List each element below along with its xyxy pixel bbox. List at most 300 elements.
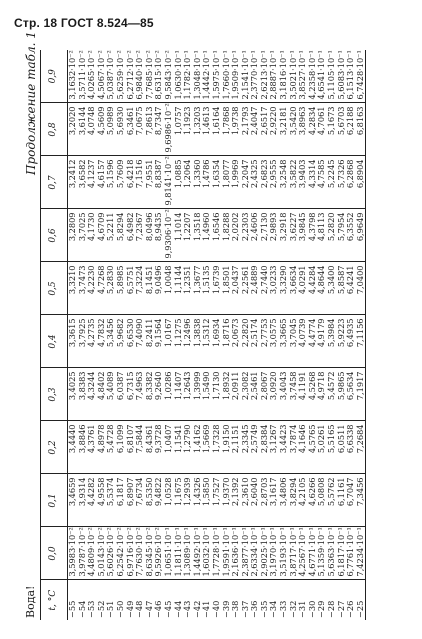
value-cell: 8,8387 (154, 156, 164, 209)
value-cell: 2,4047 (250, 103, 260, 156)
value-cell: 4,2105 (298, 474, 308, 527)
value-cell: 1,0528 (164, 474, 174, 527)
value-cell: 1,2939 (183, 474, 193, 527)
value-cell: 1,3518 (193, 209, 203, 262)
value-cell: 2,6823 (260, 156, 270, 209)
value-cell: 3,7874 (289, 421, 299, 474)
value-cell: 1,9370 (222, 474, 232, 527)
temperature-cell: −55 (67, 600, 77, 618)
value-cell: 2,6213·10⁻¹ (260, 50, 270, 103)
value-cell: 5,6930 (116, 103, 126, 156)
value-cell: 1,8077 (222, 156, 232, 209)
value-cell: 5,0261 (317, 421, 327, 474)
value-cell: 7,4963 (135, 368, 145, 421)
value-cell: 6,4241 (346, 262, 356, 315)
value-cell: 3,1267 (269, 421, 279, 474)
value-cell: 6,7047 (346, 474, 356, 527)
value-cell: 3,5983·10⁻² (68, 527, 78, 580)
value-cell: 8,1451 (145, 262, 155, 315)
value-cell: 9,5926·10⁻² (154, 527, 164, 580)
value-cell: 6,5751 (126, 262, 136, 315)
value-cell: 3,9845 (298, 209, 308, 262)
temperature-cell: −41 (201, 600, 212, 618)
value-cell: 3,4025 (68, 368, 78, 421)
value-cell: 2,1151 (231, 421, 241, 474)
value-cell: 4,8978 (97, 421, 107, 474)
value-cell: 2,9025·10⁻¹ (260, 527, 270, 580)
value-cell: 4,7061 (317, 103, 327, 156)
value-cell: 6,4218 (126, 156, 136, 209)
column-header: 0,8 (41, 103, 68, 156)
value-cell: 5,6363·10⁻¹ (327, 527, 337, 580)
value-cell: 1,8501 (222, 262, 232, 315)
value-cell: 1,4162 (193, 421, 203, 474)
temperature-cell: −44 (172, 600, 183, 618)
value-cell: 6,1099 (116, 421, 126, 474)
value-cell: 4,3798 (308, 209, 318, 262)
value-cell: 4,8644 (317, 262, 327, 315)
value-cell: 4,4282 (87, 474, 97, 527)
value-cell: 5,9682 (116, 315, 126, 368)
value-cell: 2,4889 (250, 262, 260, 315)
value-cell: 9,8141·10⁻² (164, 156, 174, 209)
value-cell: 5,4089 (106, 368, 116, 421)
value-cell: 4,3314 (308, 156, 318, 209)
value-cell: 7,6734 (135, 474, 145, 527)
value-cell: 3,9787·10⁻² (78, 527, 88, 580)
temperature-cell: −46 (153, 600, 164, 618)
value-cell: 7,0400 (356, 262, 366, 315)
value-cell: 1,7728·10⁻¹ (212, 527, 222, 580)
value-cell: 6,8163 (356, 103, 366, 156)
value-cell: 8,7347 (154, 103, 164, 156)
temperature-cell: −26 (345, 600, 356, 618)
value-cell: 1,3048·10⁻¹ (193, 50, 203, 103)
value-cell: 5,3400 (327, 262, 337, 315)
value-cell: 2,6334·10⁻¹ (250, 527, 260, 580)
value-cell: 3,0575 (269, 315, 279, 368)
value-cell: 5,6026·10⁻² (106, 527, 116, 580)
value-cell: 1,4786 (202, 156, 212, 209)
value-cell: 1,5669 (202, 421, 212, 474)
temperature-cell: −38 (230, 600, 241, 618)
value-cell: 6,0387 (116, 368, 126, 421)
value-cell: 1,1014 (174, 209, 184, 262)
value-cell: 2,0673 (231, 315, 241, 368)
value-cell: 1,8288 (222, 209, 232, 262)
value-cell: 5,3456 (106, 315, 116, 368)
value-cell: 4,0265·10⁻² (87, 50, 97, 103)
value-cell: 3,8717·10⁻¹ (289, 527, 299, 580)
value-cell: 2,1636·10⁻¹ (231, 527, 241, 580)
value-cell: 3,5822 (289, 156, 299, 209)
value-cell: 3,9314 (78, 474, 88, 527)
column-header: 0,0 (41, 527, 68, 580)
value-cell: 6,4935 (346, 315, 356, 368)
value-cell: 7,2684 (356, 421, 366, 474)
value-cell: 3,8294 (289, 474, 299, 527)
value-cell: 2,1541·10⁻¹ (241, 50, 251, 103)
value-cell: 2,0437 (231, 262, 241, 315)
value-cell: 3,5193·10⁻¹ (279, 527, 289, 580)
value-cell: 4,3761 (87, 421, 97, 474)
temperature-cell: −39 (220, 600, 231, 618)
value-cell: 6,4982 (126, 209, 136, 262)
value-cell: 1,5975·10⁻¹ (212, 50, 222, 103)
value-cell: 5,7609 (116, 156, 126, 209)
temperature-cell: −52 (95, 600, 106, 618)
temperature-cell: −35 (258, 600, 269, 618)
value-cell: 4,5765 (308, 421, 318, 474)
value-cell: 1,0407 (164, 421, 174, 474)
value-cell: 7,1917 (356, 368, 366, 421)
value-cell: 1,0048 (164, 262, 174, 315)
value-cell: 4,7832 (97, 315, 107, 368)
value-cell: 3,1970·10⁻¹ (269, 527, 279, 580)
value-cell: 2,6517 (260, 103, 270, 156)
value-cell: 5,0143·10⁻² (97, 527, 107, 580)
value-cell: 1,1782·10⁻¹ (183, 50, 193, 103)
value-cell: 8,6315·10⁻² (154, 50, 164, 103)
value-cell: 7,1516 (135, 156, 145, 209)
value-cell: 1,6354 (212, 156, 222, 209)
value-cell: 1,6546 (212, 209, 222, 262)
value-cell: 8,3382 (145, 368, 155, 421)
value-cell: 1,0885 (174, 156, 184, 209)
value-cell: 1,1144 (174, 262, 184, 315)
page-header: Стр. 18 ГОСТ 8.524—85 (14, 16, 154, 30)
value-cell: 5,1105·10⁻¹ (327, 50, 337, 103)
value-cell: 6,9649 (356, 209, 366, 262)
value-cell: 5,5165 (327, 421, 337, 474)
value-cell: 1,8716 (222, 315, 232, 368)
table-row (356, 50, 366, 620)
value-cell: 1,4442·10⁻¹ (202, 50, 212, 103)
value-cell: 2,0202 (231, 209, 241, 262)
value-cell: 1,7660·10⁻¹ (222, 50, 232, 103)
value-cell: 5,2211 (106, 209, 116, 262)
value-cell: 1,5490 (202, 368, 212, 421)
value-cell: 4,4284 (308, 262, 318, 315)
value-cell: 3,5711·10⁻² (78, 50, 88, 103)
value-cell: 4,1646 (298, 421, 308, 474)
value-cell: 3,6634 (289, 262, 299, 315)
value-cell: 3,4806 (279, 474, 289, 527)
temperature-cell: −45 (162, 600, 173, 618)
value-cell: 7,4234·10⁻¹ (356, 527, 366, 580)
value-cell: 3,0233 (269, 262, 279, 315)
value-cell: 1,0630·10⁻¹ (174, 50, 184, 103)
value-cell: 2,5461 (250, 368, 260, 421)
value-cell: 2,8384 (260, 421, 270, 474)
temperature-cell: −30 (306, 600, 317, 618)
value-cell: 1,3999 (193, 368, 203, 421)
value-cell: 3,2020 (68, 103, 78, 156)
value-cell: 6,5634 (346, 368, 356, 421)
value-cell: 2,3770·10⁻¹ (250, 50, 260, 103)
value-cell: 9,1564 (154, 315, 164, 368)
value-cell: 1,2643 (183, 368, 193, 421)
value-cell: 1,3838 (193, 315, 203, 368)
value-cell: 9,6986·10⁻² (164, 103, 174, 156)
table-side-label: Вода! (24, 585, 37, 618)
value-cell: 3,2181 (279, 103, 289, 156)
value-cell: 2,7440 (260, 262, 270, 315)
value-cell: 1,3360 (193, 156, 203, 209)
value-cell: 6,8907 (126, 474, 136, 527)
value-cell: 2,8703 (260, 474, 270, 527)
value-cell: 3,6582 (78, 156, 88, 209)
temperature-cell: −27 (335, 600, 346, 618)
value-cell: 1,8932 (222, 368, 232, 421)
value-cell: 4,0748 (87, 103, 97, 156)
temperature-cell: −33 (278, 600, 289, 618)
value-cell: 6,2188 (346, 103, 356, 156)
value-cell: 3,2412 (68, 156, 78, 209)
value-cell: 6,7761·10⁻¹ (346, 527, 356, 580)
temperature-cell: −34 (268, 600, 279, 618)
value-cell: 1,3089·10⁻¹ (183, 527, 193, 580)
value-cell: 4,8402 (97, 368, 107, 421)
value-cell: 4,1730 (87, 209, 97, 262)
value-cell: 4,2735 (87, 315, 97, 368)
temperature-cell: −25 (356, 580, 366, 620)
column-header: t, °C (41, 580, 68, 620)
value-cell: 3,5420 (289, 103, 299, 156)
value-cell: 5,5374 (106, 474, 116, 527)
temperature-cell: −53 (86, 600, 97, 618)
value-cell: 2,3877·10⁻¹ (241, 527, 251, 580)
value-cell: 4,2834 (308, 103, 318, 156)
value-cell: 2,6040 (250, 474, 260, 527)
value-cell: 1,6739 (212, 262, 222, 315)
value-cell: 7,0675 (135, 103, 145, 156)
value-cell: 2,5174 (250, 315, 260, 368)
value-cell: 3,2918 (279, 209, 289, 262)
value-cell: 3,2809 (68, 209, 78, 262)
value-cell: 4,6157 (97, 156, 107, 209)
value-cell: 1,6032·10⁻¹ (202, 527, 212, 580)
value-cell: 3,4659 (68, 474, 78, 527)
value-cell: 3,7458 (289, 368, 299, 421)
value-cell: 1,7130 (212, 368, 222, 421)
value-cell: 9,4822 (154, 474, 164, 527)
value-cell: 4,9179 (317, 315, 327, 368)
value-cell: 3,8963 (298, 103, 308, 156)
value-cell: 5,5762 (327, 474, 337, 527)
value-cell: 8,9435 (154, 209, 164, 262)
value-cell: 6,2868 (346, 156, 356, 209)
data-table (40, 50, 366, 620)
value-cell: 1,2790 (183, 421, 193, 474)
value-cell: 5,3984 (327, 315, 337, 368)
value-cell: 4,0739 (298, 315, 308, 368)
value-cell: 4,6266 (308, 474, 318, 527)
value-cell: 3,8527·10⁻¹ (298, 50, 308, 103)
value-cell: 1,1923 (183, 103, 193, 156)
value-cell: 3,7925 (78, 315, 88, 368)
value-cell: 2,2561 (241, 262, 251, 315)
value-cell: 2,4325 (250, 156, 260, 209)
value-cell: 3,5021·10⁻¹ (289, 50, 299, 103)
value-cell: 6,3461 (126, 103, 136, 156)
value-cell: 5,4572 (327, 368, 337, 421)
value-cell: 7,2367 (135, 209, 145, 262)
value-cell: 1,1675 (174, 474, 184, 527)
column-header: 0,4 (41, 315, 68, 368)
value-cell: 4,2358·10⁻¹ (308, 50, 318, 103)
value-cell: 5,2830 (106, 262, 116, 315)
value-cell: 1,9738 (231, 103, 241, 156)
value-cell: 3,7025 (78, 209, 88, 262)
value-cell: 1,9509·10⁻¹ (231, 50, 241, 103)
temperature-cell: −48 (134, 600, 145, 618)
value-cell: 1,1407 (174, 368, 184, 421)
temperature-cell: −29 (316, 600, 327, 618)
value-cell: 5,0808 (317, 474, 327, 527)
value-cell: 2,3082 (241, 368, 251, 421)
value-cell: 2,8067 (260, 368, 270, 421)
value-cell: 3,6144 (78, 103, 88, 156)
column-header: 0,9 (41, 50, 68, 103)
value-cell: 3,3210 (68, 262, 78, 315)
value-cell: 6,1817 (116, 474, 126, 527)
table-title: Продолжение табл. 1 (24, 31, 38, 175)
value-cell: 4,6709 (97, 209, 107, 262)
value-cell: 4,9558 (97, 474, 107, 527)
value-cell: 5,1359·10⁻¹ (317, 527, 327, 580)
value-cell: 3,1816·10⁻¹ (279, 50, 289, 103)
value-cell: 8,6345·10⁻² (145, 527, 155, 580)
temperature-cell: −49 (124, 600, 135, 618)
value-cell: 1,7868 (222, 103, 232, 156)
value-cell: 5,6083·10⁻¹ (337, 50, 347, 103)
value-cell: 6,7428·10⁻¹ (356, 50, 366, 103)
value-cell: 6,8904 (356, 156, 366, 209)
value-cell: 2,5749 (250, 421, 260, 474)
table-header-row (41, 50, 68, 620)
value-cell: 6,1513·10⁻¹ (346, 50, 356, 103)
value-cell: 1,4492·10⁻¹ (193, 527, 203, 580)
value-cell: 5,2245 (327, 156, 337, 209)
value-cell: 1,7328 (212, 421, 222, 474)
value-cell: 7,5844 (135, 421, 145, 474)
value-cell: 3,4423 (279, 421, 289, 474)
value-cell: 8,0496 (145, 209, 155, 262)
value-cell: 2,7753 (260, 315, 270, 368)
value-cell: 7,3224 (135, 262, 145, 315)
value-cell: 1,9969 (231, 156, 241, 209)
value-cell: 4,2230 (87, 262, 97, 315)
value-cell: 3,7473 (78, 262, 88, 315)
value-cell: 7,8613 (145, 103, 155, 156)
value-cell: 4,6541·10⁻¹ (317, 50, 327, 103)
value-cell: 1,1541 (174, 421, 184, 474)
value-cell: 5,2820 (327, 209, 337, 262)
value-cell: 6,2712·10⁻² (126, 50, 136, 103)
value-cell: 3,4043 (279, 368, 289, 421)
value-cell: 5,9865 (337, 368, 347, 421)
value-cell: 6,9716·10⁻² (126, 527, 136, 580)
value-cell: 4,8113 (317, 209, 327, 262)
temperature-cell: −47 (143, 600, 154, 618)
value-cell: 1,1275 (174, 315, 184, 368)
value-cell: 5,7954 (337, 209, 347, 262)
value-cell: 4,3244 (87, 368, 97, 421)
value-cell: 4,9718 (317, 368, 327, 421)
value-cell: 4,2567·10⁻¹ (298, 527, 308, 580)
value-cell: 3,3665 (279, 315, 289, 368)
value-cell: 2,9893 (269, 209, 279, 262)
value-cell: 4,1191 (298, 368, 308, 421)
value-cell: 1,2496 (183, 315, 193, 368)
value-cell: 2,1793 (241, 103, 251, 156)
value-cell: 2,4606 (250, 209, 260, 262)
value-cell: 2,2047 (241, 156, 251, 209)
value-cell: 9,2640 (154, 368, 164, 421)
value-cell: 4,6771·10⁻¹ (308, 527, 318, 580)
value-cell: 6,6338 (346, 421, 356, 474)
value-cell: 1,1811·10⁻¹ (174, 527, 184, 580)
value-cell: 5,0387·10⁻² (106, 50, 116, 103)
value-cell: 1,0286 (164, 368, 174, 421)
temperature-cell: −42 (191, 600, 202, 618)
value-cell: 9,0496 (154, 262, 164, 315)
temperature-cell: −51 (105, 600, 116, 618)
value-cell: 1,3203 (193, 103, 203, 156)
temperature-cell: −28 (326, 600, 337, 618)
value-cell: 3,8846 (78, 421, 88, 474)
value-cell: 9,9306·10⁻² (164, 209, 174, 262)
value-cell: 1,2207 (183, 209, 193, 262)
value-cell: 1,5850 (202, 474, 212, 527)
column-header: 0,3 (41, 368, 68, 421)
value-cell: 3,4440 (68, 421, 78, 474)
value-cell: 5,8294 (116, 209, 126, 262)
value-cell: 1,5312 (202, 315, 212, 368)
value-cell: 8,5350 (145, 474, 155, 527)
value-cell: 2,8887·10⁻¹ (269, 50, 279, 103)
value-cell: 1,7527 (212, 474, 222, 527)
value-cell: 2,0911 (231, 368, 241, 421)
temperature-cell: −37 (239, 600, 250, 618)
value-cell: 1,4326 (193, 474, 203, 527)
temperature-cell: −40 (210, 600, 221, 618)
table-body (68, 50, 366, 620)
value-cell: 1,6934 (212, 315, 222, 368)
value-cell: 7,7685·10⁻² (145, 50, 155, 103)
value-cell: 3,0920 (269, 368, 279, 421)
value-cell: 6,2542·10⁻² (116, 527, 126, 580)
value-cell: 8,4361 (145, 421, 155, 474)
value-cell: 6,9840·10⁻² (135, 50, 145, 103)
value-cell: 1,0651·10⁻¹ (164, 527, 174, 580)
value-cell: 7,7630·10⁻² (135, 527, 145, 580)
value-cell: 2,9220 (269, 103, 279, 156)
value-cell: 5,1673 (327, 103, 337, 156)
value-cell: 6,6530 (126, 315, 136, 368)
value-cell: 4,5268 (308, 368, 318, 421)
column-header: 0,2 (41, 421, 68, 474)
value-cell: 6,3552 (346, 209, 356, 262)
value-cell: 3,8383 (78, 368, 88, 421)
value-cell: 8,2411 (145, 315, 155, 368)
value-cell: 3,1632·10⁻² (68, 50, 78, 103)
value-cell: 5,8587 (337, 262, 347, 315)
column-header: 0,1 (41, 474, 68, 527)
temperature-cell: −43 (182, 600, 193, 618)
temperature-cell: −50 (114, 600, 125, 618)
